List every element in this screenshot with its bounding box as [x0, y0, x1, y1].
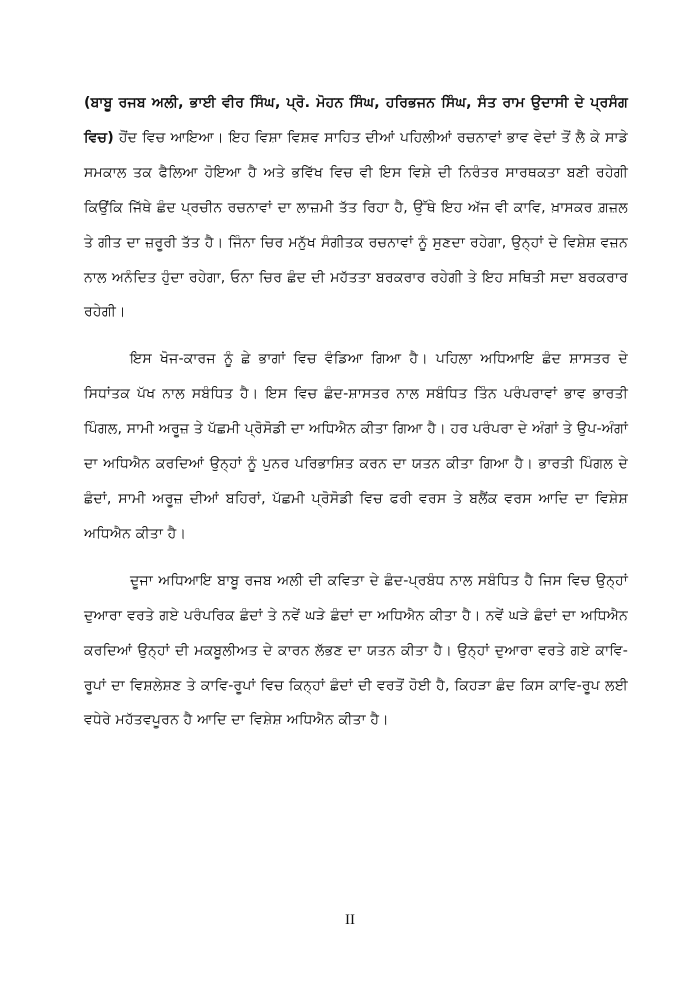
- paragraph-3: ਦੂਜਾ ਅਧਿਆਇ ਬਾਬੂ ਰਜਬ ਅਲੀ ਦੀ ਕਵਿਤਾ ਦੇ ਛੰਦ-ਪ੍ਰਬੰਧ ਨਾਲ ਸਬੰਧਿਤ ਹੈ ਜਿਸ ਵਿਚ ਉਨ੍ਹਾਂ ਦੁਆਰਾ ਵਰਤੇ ਗਏ ਪਰੰਪਰਿਕ ਛੰਦਾਂ ਤੇ ਨਵੇਂ ਘੜੇ ਛੰਦਾਂ ਦਾ ਅਧਿਐਨ ਕੀਤਾ ਹੈ। ਨਵੇਂ ਘੜੇ ਛੰਦਾਂ ਦਾ ਅਧਿਐਨ ਕਰਦਿਆਂ ਉਨ੍ਹਾਂ ਦੀ ਮਕਬੂਲੀਅਤ ਦੇ ਕਾਰਨ ਲੱਭਣ ਦਾ ਯਤਨ ਕੀਤਾ ਹੈ। ਉਨ੍ਹਾਂ ਦੁਆਰਾ ਵਰਤੇ ਗਏ ਕਾਵਿ-ਰੂਪਾਂ ਦਾ ਵਿਸ਼ਲੇਸ਼ਣ ਤੇ ਕਾਵਿ-ਰੂਪਾਂ ਵਿਚ ਕਿਨ੍ਹਾਂ ਛੰਦਾਂ ਦੀ ਵਰਤੋਂ ਹੋਈ ਹੈ, ਕਿਹੜਾ ਛੰਦ ਕਿਸ ਕਾਵਿ-ਰੂਪ ਲਈ ਵਧੇਰੇ ਮਹੱਤਵਪੂਰਨ ਹੈ ਆਦਿ ਦਾ ਵਿਸ਼ੇਸ਼ ਅਧਿਐਨ ਕੀਤਾ ਹੈ।: [84, 572, 628, 729]
- paragraph-2: ਇਸ ਖੋਜ-ਕਾਰਜ ਨੂੰ ਛੇ ਭਾਗਾਂ ਵਿਚ ਵੰਡਿਆ ਗਿਆ ਹੈ। ਪਹਿਲਾ ਅਧਿਆਇ ਛੰਦ ਸ਼ਾਸਤਰ ਦੇ ਸਿਧਾਂਤਕ ਪੱਖ ਨਾਲ ਸਬੰਧਿਤ ਹੈ। ਇਸ ਵਿਚ ਛੰਦ-ਸ਼ਾਸਤਰ ਨਾਲ ਸਬੰਧਿਤ ਤਿੰਨ ਪਰੰਪਰਾਵਾਂ ਭਾਵ ਭਾਰਤੀ ਪਿੰਗਲ, ਸਾਮੀ ਅਰੂਜ਼ ਤੇ ਪੱਛਮੀ ਪ੍ਰੋਸੋਡੀ ਦਾ ਅਧਿਐਨ ਕੀਤਾ ਗਿਆ ਹੈ। ਹਰ ਪਰੰਪਰਾ ਦੇ ਅੰਗਾਂ ਤੇ ਉਪ-ਅੰਗਾਂ ਦਾ ਅਧਿਐਨ ਕਰਦਿਆਂ ਉਨ੍ਹਾਂ ਨੂੰ ਪੁਨਰ ਪਰਿਭਾਸ਼ਿਤ ਕਰਨ ਦਾ ਯਤਨ ਕੀਤਾ ਗਿਆ ਹੈ। ਭਾਰਤੀ ਪਿੰਗਲ ਦੇ ਛੰਦਾਂ, ਸਾਮੀ ਅਰੂਜ਼ ਦੀਆਂ ਬਹਿਰਾਂ, ਪੱਛਮੀ ਪ੍ਰੋਸੋਡੀ ਵਿਚ ਫਰੀ ਵਰਸ ਤੇ ਬਲੈਂਕ ਵਰਸ ਆਦਿ ਦਾ ਵਿਸ਼ੇਸ਼ ਅਧਿਐਨ ਕੀਤਾ ਹੈ।: [84, 351, 628, 542]
- paragraph-1-bold-lead: (ਬਾਬੂ ਰਜਬ ਅਲੀ, ਭਾਈ ਵੀਰ ਸਿੰਘ, ਪ੍ਰੋ. ਮੋਹਨ ਸਿੰਘ, ਹਰਿਭਜਨ ਸਿੰਘ, ਸੰਤ ਰਾਮ ਉਦਾਸੀ ਦੇ ਪ੍ਰਸੰਗ ਵਿਚ): [84, 95, 628, 146]
- body-text: [84, 86, 628, 738]
- page-number: II: [345, 912, 355, 928]
- paragraph-1-text: ਹੋਂਦ ਵਿਚ ਆਇਆ। ਇਹ ਵਿਸ਼ਾ ਵਿਸ਼ਵ ਸਾਹਿਤ ਦੀਆਂ ਪਹਿਲੀਆਂ ਰਚਨਾਵਾਂ ਭਾਵ ਵੇਦਾਂ ਤੋਂ ਲੈ ਕੇ ਸਾਡੇ ਸਮਕਾਲ ਤਕ ਫੈਲਿਆ ਹੋਇਆ ਹੈ ਅਤੇ ਭਵਿੱਖ ਵਿਚ ਵੀ ਇਸ ਵਿਸ਼ੇ ਦੀ ਨਿਰੰਤਰ ਸਾਰਥਕਤਾ ਬਣੀ ਰਹੇਗੀ ਕਿਉਂਕਿ ਜਿੱਥੇ ਛੰਦ ਪ੍ਰਚੀਨ ਰਚਨਾਵਾਂ ਦਾ ਲਾਜ਼ਮੀ ਤੱਤ ਰਿਹਾ ਹੈ, ਉੱਥੇ ਇਹ ਅੱਜ ਵੀ ਕਾਵਿ, ਖ਼ਾਸਕਰ ਗ਼ਜ਼ਲ ਤੇ ਗੀਤ ਦਾ ਜ਼ਰੂਰੀ ਤੱਤ ਹੈ। ਜਿੰਨਾ ਚਿਰ ਮਨੁੱਖ ਸੰਗੀਤਕ ਰਚਨਾਵਾਂ ਨੂੰ ਸੁਣਦਾ ਰਹੇਗਾ, ਉਨ੍ਹਾਂ ਦੇ ਵਿਸ਼ੇਸ਼ ਵਜ਼ਨ ਨਾਲ ਅਨੰਦਿਤ ਹੁੰਦਾ ਰਹੇਗਾ, ਓਨਾ ਚਿਰ ਛੰਦ ਦੀ ਮਹੱਤਤਾ ਬਰਕਰਾਰ ਰਹੇਗੀ ਤੇ ਇਹ ਸਥਿਤੀ ਸਦਾ ਬਰਕਰਾਰ ਰਹੇਗੀ।: [84, 129, 628, 321]
- paragraph-1: [84, 86, 628, 330]
